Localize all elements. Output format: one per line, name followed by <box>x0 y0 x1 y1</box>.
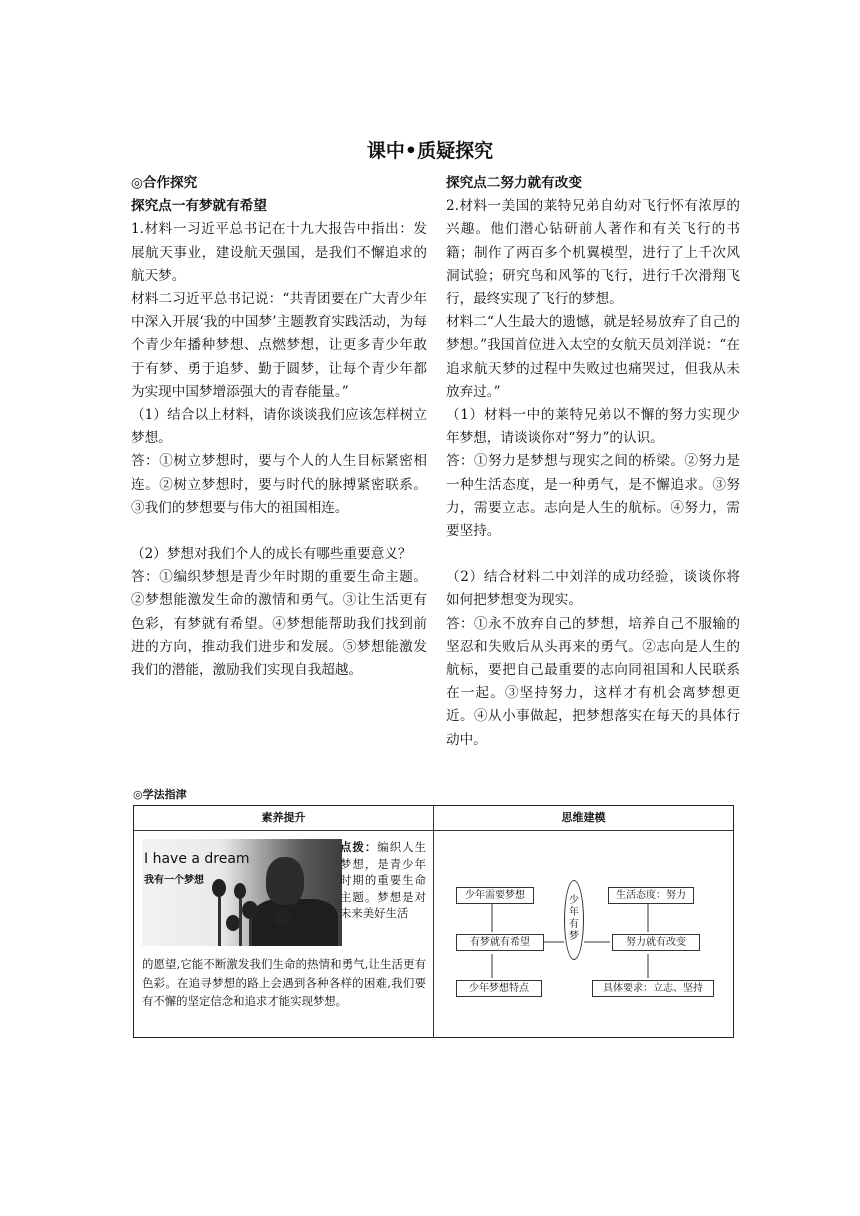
box-attitude-effort: 生活态度：努力 <box>608 887 694 904</box>
column-header-thinking-model: 思维建模 <box>434 806 733 831</box>
tip-text-a: 编织人生梦想，是青少年时期的重要生命主题。梦想是对未来美好生活 <box>340 840 426 921</box>
inquiry-point-1-heading: 探究点一有梦就有希望 <box>131 198 267 215</box>
question-2: （2）梦想对我们个人的成长有哪些重要意义？ <box>131 546 412 563</box>
material-1: 2.材料一美国的莱特兄弟自幼对飞行怀有浓厚的兴趣。他们潜心钻研前人著作和有关飞行的书籍；制作了两百多个机翼模型，进行了上千次风洞试验；研究鸟和风筝的飞行，进行千次滑翔飞行，最终实现了飞行的梦想。 <box>446 198 740 308</box>
microphone-icon <box>212 879 226 897</box>
box-effort-change: 努力就有改变 <box>612 934 700 951</box>
mic-stand <box>249 919 252 946</box>
mic-stand <box>218 897 221 946</box>
answer-1: 答：①树立梦想时，要与个人的人生目标紧密相连。②树立梦想时，要与时代的脉搏紧密联系。③我们的梦想要与伟大的祖国相连。 <box>131 453 427 516</box>
method-section-title: ◎学法指津 <box>133 788 187 801</box>
page-title: 课中•质疑探究 <box>366 140 494 162</box>
dream-speech-photo <box>142 839 342 946</box>
tip-text-b: 的愿望,它能不断激发我们生命的热情和勇气,让生活更有色彩。在追寻梦想的路上会遇到各种各样的困难,我们要有不懈的坚定信念和追求才能实现梦想。 <box>142 957 426 1009</box>
microphone-icon <box>234 883 246 899</box>
mic-stand <box>239 899 242 946</box>
question-1: （1）材料一中的莱特兄弟以不懈的努力实现少年梦想，请谈谈你对“努力”的认识。 <box>446 407 740 447</box>
microphone-icon <box>274 909 290 927</box>
microphone-icon <box>242 901 258 919</box>
speaker-head <box>266 857 304 905</box>
answer-2: 答：①永不放弃自己的梦想，培养自己不服输的坚忍和失败后从头再来的勇气。②志向是人生的航标，要把自己最重要的志向同祖国和人民联系在一起。③坚持努力，这样才有机会离梦想更近。④从小事做起，把梦想落实在每天的具体行动中。 <box>446 615 740 748</box>
box-need-dream: 少年需要梦想 <box>456 887 534 904</box>
method-table <box>133 805 734 1038</box>
right-column <box>446 172 740 752</box>
box-requirements: 具体要求：立志、坚持 <box>592 980 714 997</box>
speaker-body <box>252 899 338 946</box>
material-2: 材料二习近平总书记说：“共青团要在广大青少年中深入开展‘我的中国梦’主题教育实践活动，为每个青少年播种梦想、点燃梦想，让更多青少年敢于有梦、勇于追梦、勤于圆梦，让每个青少年都为实现中国梦增添强大的青春能量。” <box>131 291 427 400</box>
section-heading: ◎合作探究 <box>131 175 198 191</box>
center-oval: 少年有梦 <box>564 880 584 960</box>
thinking-model-diagram <box>434 830 733 1037</box>
material-2: 材料二“人生最大的遗憾，就是轻易放弃了自己的梦想。”我国首位进入太空的女航天员刘洋说：“在追求航天梦的过程中失败过也痛哭过，但我从未放弃过。” <box>446 314 740 400</box>
question-2: （2）结合材料二中刘洋的成功经验，谈谈你将如何把梦想变为现实。 <box>446 569 740 609</box>
photo-caption-chinese: 我有一个梦想 <box>144 875 204 886</box>
tip-label: 点拨： <box>340 840 378 854</box>
left-column <box>131 172 427 682</box>
tip-text-side <box>340 839 426 922</box>
inquiry-point-2-heading: 探究点二努力就有改变 <box>446 175 582 191</box>
answer-1: 答：①努力是梦想与现实之间的桥梁。②努力是一种生活态度，是一种勇气，是不懈追求。③努力，需要立志。志向是人生的航标。④努力，需要坚持。 <box>446 453 740 540</box>
answer-2: 答：①编织梦想是青少年时期的重要生命主题。②梦想能激发生命的激情和勇气。③让生活更有色彩，有梦就有希望。④梦想能帮助我们找到前进的方向，推动我们进步和发展。⑤梦想能激发我们的潜能，激励我们实现自我超越。 <box>131 569 427 679</box>
question-1: （1）结合以上材料，请你谈谈我们应该怎样树立梦想。 <box>131 407 427 447</box>
material-1: 1.材料一习近平总书记在十九大报告中指出：发展航天事业，建设航天强国，是我们不懈追求的航天梦。 <box>131 221 427 284</box>
microphone-icon <box>226 915 240 931</box>
column-header-literacy: 素养提升 <box>134 806 434 831</box>
photo-caption-english: I have a dream <box>144 851 250 867</box>
box-dream-hope: 有梦就有希望 <box>456 934 544 951</box>
box-dream-traits: 少年梦想特点 <box>456 980 542 997</box>
